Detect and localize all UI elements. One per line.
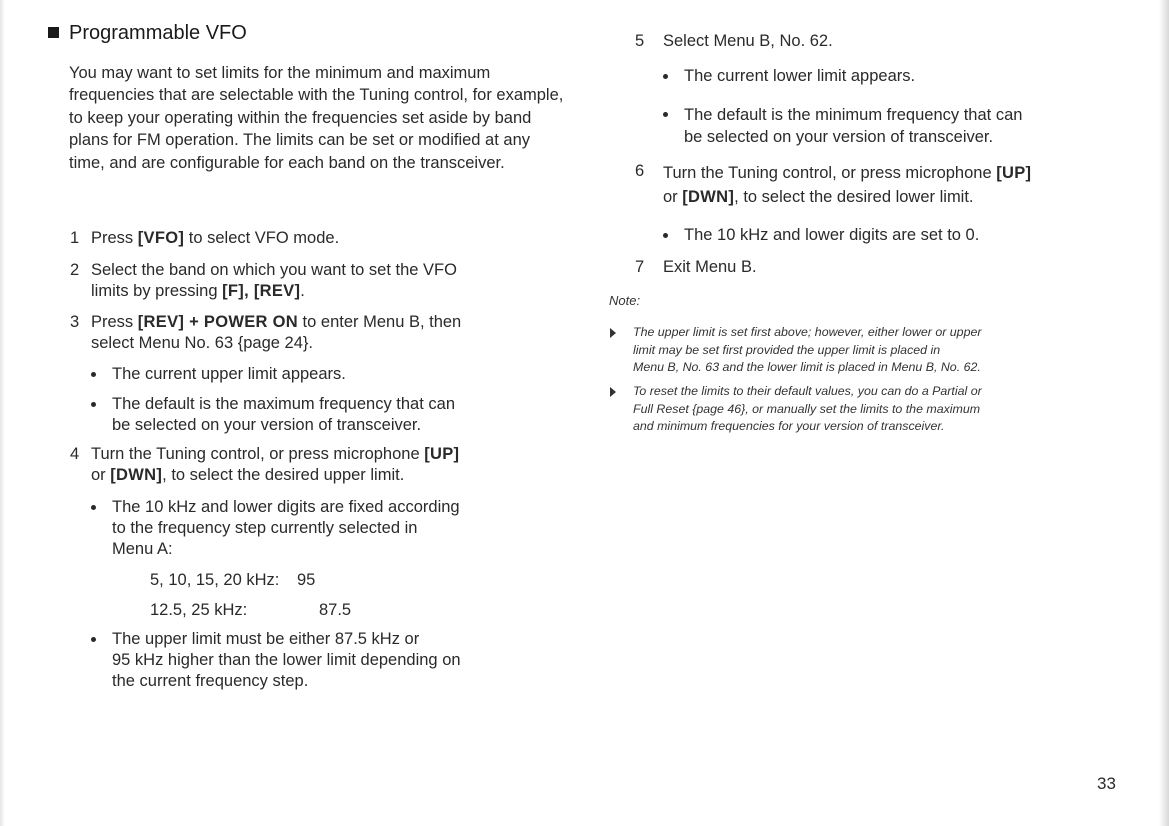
freq-row-value — [297, 570, 315, 591]
step-text-part: . — [300, 282, 305, 300]
step-text-line: select Menu No. 63 {page 24}. — [91, 334, 313, 352]
bullet-text: The 10 kHz and lower digits are set to 0. — [684, 226, 980, 244]
page-left-shadow — [0, 0, 5, 826]
step-text-part: Turn the Tuning control, or press microphone — [663, 164, 997, 182]
step-text-part: Turn the Tuning control, or press microphone — [91, 445, 425, 463]
step-number: 4 — [70, 445, 80, 463]
bullet-text-line: The default is the maximum frequency that can — [112, 395, 456, 413]
step-text: Select Menu B, No. 62. — [663, 32, 833, 50]
note-text-line: and minimum frequencies for your version of transceiver. — [633, 419, 945, 433]
note-text-line: The upper limit is set first above; however, either lower or upper — [633, 325, 982, 339]
freq-value: 95 — [297, 571, 316, 589]
step-number: 2 — [70, 261, 80, 279]
note-text — [633, 383, 982, 436]
bullet-dot-icon — [663, 112, 668, 117]
bullet-text-line: Menu A: — [112, 540, 173, 558]
note-text-line: Menu B, No. 63 and the lower limit is placed in Menu B, No. 62. — [633, 360, 981, 374]
page-number: 33 — [1097, 774, 1116, 793]
bullet-text-line: The default is the minimum frequency that can — [684, 106, 1023, 124]
step-text-part: , to select the desired lower limit. — [734, 188, 974, 206]
freq-row — [150, 570, 279, 591]
up-key-label: [UP] — [996, 164, 1032, 182]
step-number: 5 — [635, 32, 645, 50]
bullet-text — [684, 104, 1022, 148]
f-rev-key-label: [F], [REV] — [222, 282, 301, 300]
dwn-key-label: [DWN] — [110, 466, 163, 484]
step-text — [91, 260, 457, 302]
step-text-part: to enter Menu B, then — [297, 313, 462, 331]
step-number: 7 — [635, 258, 645, 276]
freq-value: 87.5 — [319, 601, 352, 619]
up-key-label: [UP] — [424, 445, 460, 463]
bullet-text-line: be selected on your version of transceiver. — [684, 128, 994, 146]
freq-row-value — [319, 600, 351, 621]
section-heading — [48, 22, 247, 45]
bullet-dot-icon — [663, 233, 668, 238]
bullet-text-line: The upper limit must be either 87.5 kHz or — [112, 630, 420, 648]
bullet-text — [112, 394, 455, 436]
step-text — [91, 228, 339, 249]
step-text-part: limits by pressing — [91, 282, 223, 300]
step-text — [91, 312, 461, 354]
step-text-part: to select VFO mode. — [184, 229, 340, 247]
step-text-part: Press — [91, 313, 138, 331]
square-bullet-icon — [48, 27, 59, 38]
rev-power-key-label: [REV] + POWER ON — [137, 313, 298, 331]
bullet-text — [112, 629, 461, 692]
step-text-part: or — [91, 466, 111, 484]
step-text — [91, 444, 459, 486]
page-right-shadow — [1159, 0, 1169, 826]
bullet-text-line: be selected on your version of transceiver. — [112, 416, 422, 434]
note-text-line: limit may be set first provided the upper limit is placed in — [633, 342, 941, 357]
dwn-key-label: [DWN] — [682, 188, 735, 206]
step-text-part: , to select the desired upper limit. — [162, 466, 405, 484]
bullet-text-line: to the frequency step currently selected in — [112, 519, 418, 537]
note-text-line: Full Reset {page 46}, or manually set the limits to the maximum — [633, 401, 981, 416]
step-text: Exit Menu B. — [663, 258, 757, 276]
bullet-dot-icon — [91, 372, 96, 377]
intro-paragraph: You may want to set limits for the minimum and maximum frequencies that are selectable with the Tuning control, for example, to keep your operating within the frequencies set aside by band plans for FM operation. The limits can be set or modified at any time, and are configurable for each band on the transceiver. — [69, 64, 564, 172]
bullet-text-line: 95 kHz higher than the lower limit depending on — [112, 651, 461, 669]
note-title: Note: — [609, 293, 641, 308]
step-number: 1 — [70, 229, 80, 247]
step-text-part: Press — [91, 229, 138, 247]
step-number: 6 — [635, 162, 645, 180]
note-text — [633, 324, 981, 377]
note-text-line: To reset the limits to their default values, you can do a Partial or — [633, 384, 982, 398]
bullet-text — [112, 497, 460, 560]
freq-label: 5, 10, 15, 20 kHz: — [150, 571, 280, 589]
step-text — [663, 161, 1031, 209]
bullet-dot-icon — [91, 402, 96, 407]
bullet-text: The current upper limit appears. — [112, 365, 346, 383]
bullet-text: The current lower limit appears. — [684, 67, 916, 85]
bullet-text-line: the current frequency step. — [112, 672, 309, 690]
vfo-key-label: [VFO] — [137, 229, 185, 247]
bullet-dot-icon — [91, 637, 96, 642]
section-title: Programmable VFO — [69, 22, 247, 44]
step-number: 3 — [70, 313, 80, 331]
step-text-line: Select the band on which you want to set the VFO — [91, 261, 457, 279]
bullet-dot-icon — [91, 505, 96, 510]
step-text-part: or — [663, 188, 683, 206]
bullet-dot-icon — [663, 74, 668, 79]
bullet-text-line: The 10 kHz and lower digits are fixed according — [112, 498, 460, 516]
triangle-bullet-icon — [610, 387, 616, 397]
triangle-bullet-icon — [610, 328, 616, 338]
freq-label: 12.5, 25 kHz: — [150, 601, 248, 619]
freq-row — [150, 600, 247, 621]
